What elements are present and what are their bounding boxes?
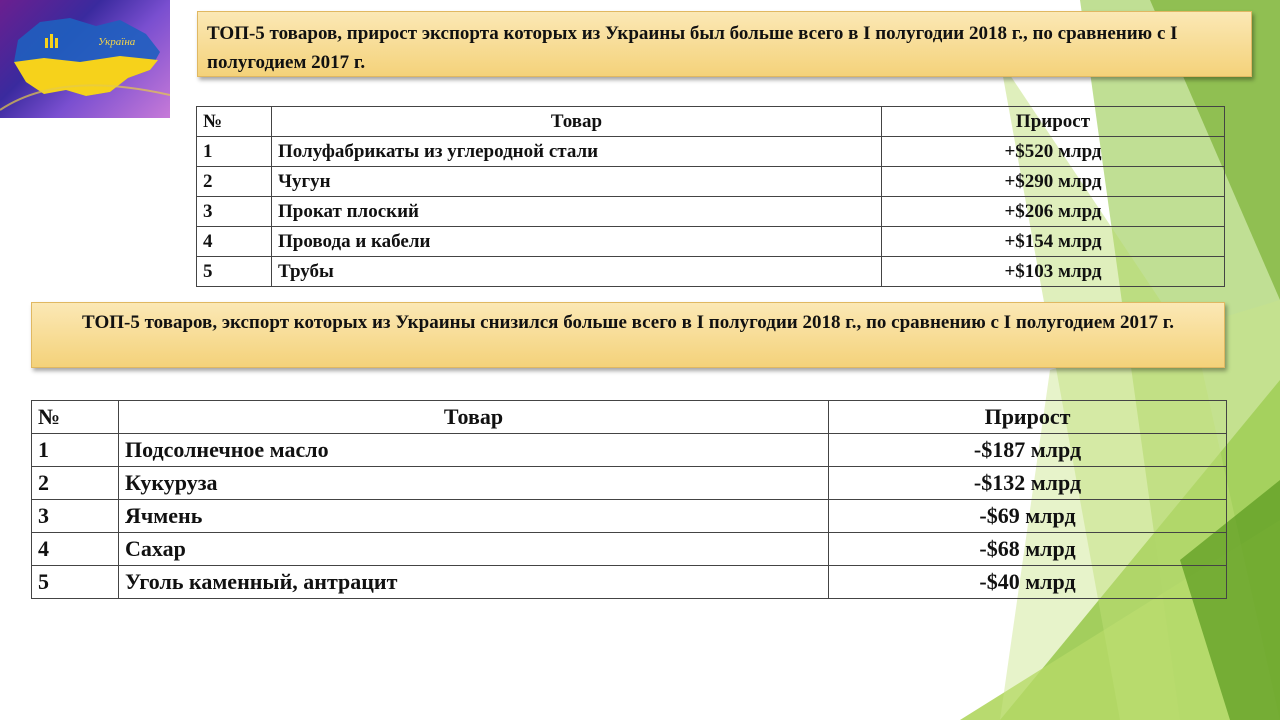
row-number: 3 xyxy=(197,197,272,227)
table-row xyxy=(197,167,1225,197)
growth-value: +$103 млрд xyxy=(882,257,1225,287)
product-name: Полуфабрикаты из углеродной стали xyxy=(272,137,882,167)
growth-value: +$206 млрд xyxy=(882,197,1225,227)
ukraine-logo xyxy=(0,0,170,118)
column-header-product: Товар xyxy=(119,401,829,434)
table-row xyxy=(32,467,1227,500)
top-growth-heading: ТОП-5 товаров, прирост экспорта которых из Украины был больше всего в I полугодии 2018 г., по сравнению с I полугодием 2017 г. xyxy=(197,11,1252,77)
table-row xyxy=(197,257,1225,287)
growth-value: +$520 млрд xyxy=(882,137,1225,167)
table-row xyxy=(197,227,1225,257)
row-number: 1 xyxy=(197,137,272,167)
product-name: Подсолнечное масло xyxy=(119,434,829,467)
product-name: Ячмень xyxy=(119,500,829,533)
product-name: Сахар xyxy=(119,533,829,566)
row-number: 5 xyxy=(32,566,119,599)
table-header-row xyxy=(32,401,1227,434)
row-number: 1 xyxy=(32,434,119,467)
growth-value: -$69 млрд xyxy=(829,500,1227,533)
growth-value: +$154 млрд xyxy=(882,227,1225,257)
row-number: 3 xyxy=(32,500,119,533)
product-name: Чугун xyxy=(272,167,882,197)
product-name: Уголь каменный, антрацит xyxy=(119,566,829,599)
row-number: 4 xyxy=(197,227,272,257)
table-row xyxy=(197,137,1225,167)
product-name: Кукуруза xyxy=(119,467,829,500)
table-row xyxy=(32,566,1227,599)
column-header-number: № xyxy=(32,401,119,434)
growth-value: -$40 млрд xyxy=(829,566,1227,599)
column-header-growth: Прирост xyxy=(882,107,1225,137)
product-name: Провода и кабели xyxy=(272,227,882,257)
column-header-product: Товар xyxy=(272,107,882,137)
product-name: Прокат плоский xyxy=(272,197,882,227)
table-row xyxy=(32,533,1227,566)
row-number: 4 xyxy=(32,533,119,566)
top-growth-table xyxy=(196,106,1225,287)
top-decline-table xyxy=(31,400,1227,599)
growth-value: +$290 млрд xyxy=(882,167,1225,197)
growth-value: -$132 млрд xyxy=(829,467,1227,500)
row-number: 2 xyxy=(32,467,119,500)
top-decline-heading: ТОП-5 товаров, экспорт которых из Украины снизился больше всего в I полугодии 2018 г., по сравнению с I полугодием 2017 г. xyxy=(31,302,1225,368)
growth-value: -$68 млрд xyxy=(829,533,1227,566)
table-row xyxy=(197,197,1225,227)
table-row xyxy=(32,434,1227,467)
row-number: 2 xyxy=(197,167,272,197)
row-number: 5 xyxy=(197,257,272,287)
column-header-growth: Прирост xyxy=(829,401,1227,434)
table-row xyxy=(32,500,1227,533)
growth-value: -$187 млрд xyxy=(829,434,1227,467)
ukraine-flag-map-icon xyxy=(0,0,170,118)
table-header-row xyxy=(197,107,1225,137)
logo-text: Україна xyxy=(98,36,136,48)
column-header-number: № xyxy=(197,107,272,137)
product-name: Трубы xyxy=(272,257,882,287)
